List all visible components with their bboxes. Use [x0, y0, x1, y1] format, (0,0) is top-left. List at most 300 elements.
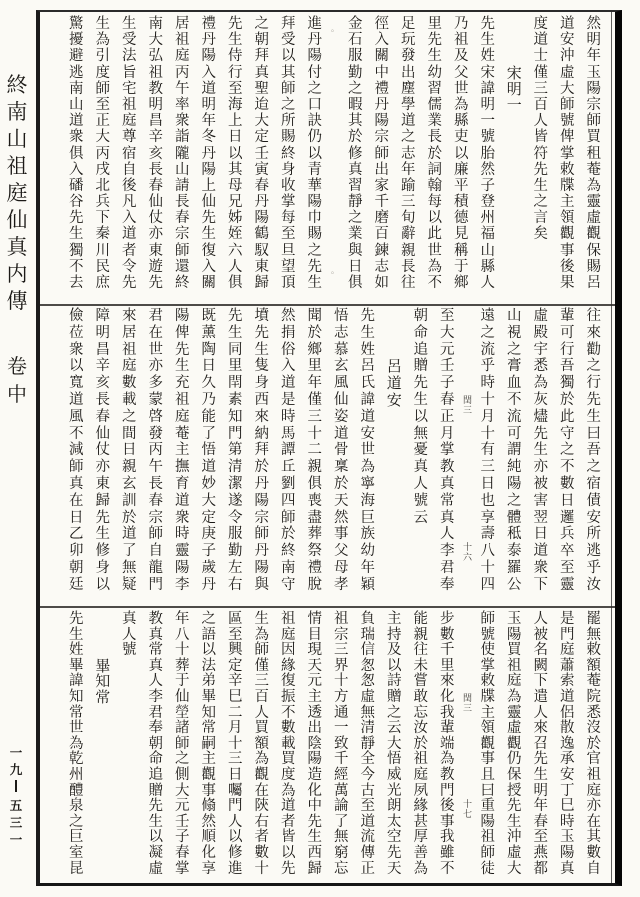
glyph: 道 — [560, 16, 575, 32]
glyph: 三 — [228, 751, 243, 768]
glyph: 歸 — [307, 860, 322, 877]
glyph: 不 — [281, 704, 296, 721]
glyph: 出 — [401, 64, 416, 81]
text-column — [554, 612, 581, 884]
glyph: 振 — [281, 688, 296, 705]
glyph: 以 — [95, 576, 110, 593]
glyph: 為 — [69, 735, 84, 752]
glyph: 奉 — [440, 576, 455, 593]
glyph: 年 — [586, 48, 601, 65]
text-column — [475, 612, 502, 884]
glyph: 九 — [9, 762, 23, 777]
glyph: 馭 — [254, 242, 269, 259]
glyph: 囑 — [228, 782, 243, 799]
glyph: 翛 — [201, 798, 216, 815]
text-column — [143, 308, 170, 604]
glyph: 夙 — [413, 782, 428, 799]
glyph: 以 — [281, 48, 296, 65]
glyph: 先 — [387, 844, 402, 861]
text-column — [222, 308, 249, 604]
glyph: 辛 — [228, 673, 243, 690]
glyph: 果 — [560, 275, 575, 291]
glyph: 廉 — [454, 161, 469, 178]
glyph: 者 — [281, 813, 296, 830]
glyph: 真 — [6, 235, 28, 259]
glyph: 侶 — [560, 704, 575, 721]
glyph: 掌 — [440, 442, 455, 459]
glyph: 六 — [462, 553, 472, 563]
glyph: 生 — [360, 324, 375, 341]
glyph: 乎 — [480, 358, 495, 375]
register-bottom — [40, 612, 611, 884]
glyph: 月 — [228, 720, 243, 737]
glyph: 葬 — [307, 526, 322, 543]
glyph: 為 — [440, 751, 455, 768]
glyph: 居 — [122, 324, 137, 341]
glyph: 奉 — [148, 720, 163, 737]
glyph: 復 — [281, 673, 296, 690]
glyph: 塋 — [175, 704, 190, 721]
glyph: 人 — [533, 113, 548, 130]
glyph: 不 — [560, 459, 575, 476]
glyph: 以 — [413, 408, 428, 425]
glyph: 持 — [387, 626, 402, 643]
glyph: 生 — [148, 813, 163, 830]
glyph: 泰 — [507, 543, 522, 560]
glyph: 蕭 — [560, 657, 575, 674]
glyph: 子 — [480, 177, 495, 194]
glyph: 矣 — [533, 226, 548, 243]
glyph: 内 — [6, 262, 28, 286]
glyph: 望 — [281, 258, 296, 275]
glyph: 生 — [307, 275, 322, 291]
glyph: 買 — [507, 642, 522, 659]
glyph: 宇 — [533, 341, 548, 358]
glyph: 索 — [560, 673, 575, 690]
glyph: 青 — [307, 161, 322, 178]
glyph: 鄉 — [307, 341, 322, 358]
glyph: 川 — [95, 242, 110, 259]
glyph: 乎 — [586, 559, 601, 576]
glyph: 師 — [69, 459, 84, 476]
glyph: 訓 — [122, 492, 137, 509]
glyph: 在 — [69, 492, 84, 509]
glyph: 兄 — [228, 194, 243, 211]
glyph: 四 — [281, 492, 296, 509]
glyph: 菴 — [586, 161, 601, 178]
glyph: 陽 — [254, 559, 269, 576]
text-column — [355, 308, 382, 604]
glyph: 歸 — [95, 492, 110, 509]
glyph: 減 — [69, 442, 84, 459]
glyph: 知 — [228, 408, 243, 425]
glyph: 現 — [307, 642, 322, 659]
glyph: 宗 — [334, 626, 349, 643]
glyph: 守 — [281, 576, 296, 593]
glyph: 鶴 — [254, 226, 269, 243]
glyph: 主 — [307, 688, 322, 705]
glyph: 今 — [360, 766, 375, 783]
glyph: 馬 — [281, 425, 296, 442]
glyph: 流 — [480, 341, 495, 358]
glyph: 明 — [201, 96, 216, 113]
glyph: 觀 — [201, 766, 216, 783]
glyph: 海 — [360, 492, 375, 509]
glyph: 於 — [122, 509, 137, 526]
glyph: 撫 — [175, 459, 190, 476]
glyph: 敢 — [413, 688, 428, 705]
glyph: 道 — [360, 813, 375, 830]
glyph: 春 — [440, 391, 455, 408]
glyph: 西 — [254, 391, 269, 408]
glyph: 生 — [254, 611, 269, 627]
glyph: 年 — [175, 611, 190, 627]
glyph: 怱 — [360, 673, 375, 690]
glyph: 入 — [281, 358, 296, 375]
glyph: 一 — [9, 745, 23, 760]
glyph: 之 — [307, 242, 322, 259]
glyph: 間 — [122, 425, 137, 442]
glyph: 教 — [148, 80, 163, 97]
glyph: 未 — [413, 657, 428, 674]
glyph: 凝 — [148, 844, 163, 861]
glyph: 終 — [281, 543, 296, 560]
glyph: 人 — [148, 673, 163, 690]
text-column — [328, 308, 355, 604]
glyph: 弟 — [201, 673, 216, 690]
glyph: 納 — [254, 425, 269, 442]
glyph: 人 — [533, 704, 548, 721]
glyph: 真 — [440, 475, 455, 492]
glyph: 日 — [533, 526, 548, 543]
glyph: 族 — [360, 526, 375, 543]
glyph: 古 — [360, 782, 375, 799]
section-header — [501, 16, 528, 300]
text-column — [196, 612, 223, 884]
glyph: 灰 — [533, 391, 548, 408]
glyph: 之 — [307, 80, 322, 97]
glyph: 庭 — [281, 626, 296, 643]
folio-number — [461, 543, 475, 563]
glyph: 長 — [175, 194, 190, 211]
glyph: 每 — [427, 194, 442, 211]
glyph: 被 — [533, 475, 548, 492]
glyph: 驚 — [69, 16, 84, 32]
glyph: 還 — [175, 258, 190, 275]
glyph: 日 — [480, 475, 495, 492]
glyph: 然 — [480, 161, 495, 178]
glyph: 穎 — [360, 576, 375, 593]
glyph: 庭 — [507, 673, 522, 690]
glyph: 祖 — [480, 829, 495, 846]
glyph: 明 — [95, 324, 110, 341]
glyph: 了 — [122, 543, 137, 560]
glyph: 庭 — [122, 113, 137, 130]
glyph: 法 — [201, 657, 216, 674]
page-number — [6, 744, 26, 848]
glyph: 之 — [507, 341, 522, 358]
glyph: 長 — [148, 161, 163, 178]
glyph: 祖 — [281, 611, 296, 627]
glyph: 清 — [360, 720, 375, 737]
glyph: 後 — [122, 177, 137, 194]
glyph: 界 — [334, 657, 349, 674]
glyph: 承 — [560, 751, 575, 768]
glyph: 時 — [480, 375, 495, 392]
glyph: 障 — [95, 308, 110, 324]
text-column — [448, 16, 475, 300]
glyph: 積 — [454, 194, 469, 211]
glyph: 師 — [281, 509, 296, 526]
glyph: 大 — [560, 80, 575, 97]
glyph: 不 — [427, 275, 442, 291]
glyph: 輩 — [560, 308, 575, 324]
glyph: 身 — [95, 559, 110, 576]
glyph: 世 — [360, 442, 375, 459]
glyph: 徑 — [374, 16, 389, 32]
glyph: 以 — [69, 358, 84, 375]
glyph: 名 — [533, 642, 548, 659]
glyph: 陽 — [374, 113, 389, 130]
glyph: 道 — [201, 80, 216, 97]
glyph: 俱 — [228, 275, 243, 291]
glyph: 且 — [480, 766, 495, 783]
text-column — [169, 308, 196, 604]
glyph: 牒 — [480, 688, 495, 705]
glyph: 壬 — [175, 813, 190, 830]
glyph: 大 — [148, 32, 163, 49]
glyph: 祖 — [122, 96, 137, 113]
glyph: 拜 — [254, 48, 269, 65]
text-column — [381, 612, 408, 884]
glyph: 丹 — [201, 32, 216, 49]
glyph: 主 — [560, 194, 575, 211]
glyph: 諱 — [360, 391, 375, 408]
glyph: 閈 — [228, 375, 243, 392]
glyph: 東 — [148, 242, 163, 259]
glyph: 谷 — [69, 194, 84, 211]
glyph: 年 — [360, 559, 375, 576]
glyph: 吾 — [586, 442, 601, 459]
glyph: 春 — [148, 492, 163, 509]
glyph: 授 — [507, 782, 522, 799]
text-column — [63, 16, 90, 300]
glyph: 巳 — [228, 688, 243, 705]
glyph: 來 — [586, 324, 601, 341]
glyph: 志 — [401, 145, 416, 162]
glyph: 為 — [427, 258, 442, 275]
glyph: 之 — [348, 80, 363, 97]
text-column — [249, 16, 276, 300]
glyph: 安 — [586, 509, 601, 526]
glyph: 在 — [586, 813, 601, 830]
glyph: 至 — [440, 308, 455, 324]
glyph: 以 — [387, 657, 402, 674]
glyph: 朝 — [69, 559, 84, 576]
glyph: 左 — [228, 559, 243, 576]
glyph: 觀 — [560, 226, 575, 243]
fold-speck — [328, 24, 342, 34]
glyph: 與 — [348, 242, 363, 259]
glyph: 知 — [69, 688, 84, 705]
glyph: 乙 — [69, 526, 84, 543]
glyph: 三 — [254, 673, 269, 690]
glyph: 朝 — [254, 32, 269, 49]
glyph: 壬 — [254, 145, 269, 162]
glyph: 道 — [122, 226, 137, 243]
text-column — [222, 16, 249, 300]
glyph: 玩 — [401, 32, 416, 49]
glyph: 隴 — [175, 145, 190, 162]
glyph: 道 — [560, 688, 575, 705]
glyph: 明 — [586, 32, 601, 49]
glyph: 教 — [148, 611, 163, 627]
glyph: 透 — [307, 704, 322, 721]
glyph: 先 — [228, 308, 243, 324]
glyph: 稟 — [334, 459, 349, 476]
glyph: 衆 — [69, 341, 84, 358]
glyph: 生 — [69, 226, 84, 243]
glyph: 盡 — [307, 509, 322, 526]
glyph: 贈 — [148, 782, 163, 799]
margin-book-title — [4, 72, 30, 315]
glyph: 宗 — [148, 509, 163, 526]
glyph: 之 — [586, 459, 601, 476]
glyph: 長 — [148, 475, 163, 492]
glyph: 債 — [586, 492, 601, 509]
glyph: 尊 — [122, 129, 137, 146]
glyph: 陶 — [201, 341, 216, 358]
glyph: 純 — [507, 459, 522, 476]
glyph: 亦 — [586, 798, 601, 815]
glyph: 先 — [148, 798, 163, 815]
glyph: 是 — [560, 611, 575, 627]
glyph: 知 — [95, 672, 111, 691]
glyph: 沖 — [560, 48, 575, 65]
glyph: 百 — [254, 688, 269, 705]
glyph: 丙 — [148, 442, 163, 459]
glyph: 祖 — [507, 657, 522, 674]
glyph: 幼 — [427, 64, 442, 81]
glyph: 生 — [95, 526, 110, 543]
glyph: 先 — [69, 210, 84, 227]
glyph: 子 — [201, 543, 216, 560]
glyph: 東 — [254, 258, 269, 275]
glyph: 俾 — [175, 324, 190, 341]
glyph: 終 — [281, 145, 296, 162]
glyph: 以 — [148, 829, 163, 846]
glyph: 亦 — [533, 459, 548, 476]
text-column — [434, 308, 461, 604]
glyph: 菴 — [586, 673, 601, 690]
glyph: 然 — [201, 813, 216, 830]
glyph: 十 — [480, 425, 495, 442]
glyph: 光 — [387, 782, 402, 799]
glyph: 旦 — [281, 242, 296, 259]
glyph: 一 — [9, 832, 23, 847]
glyph: 時 — [281, 408, 296, 425]
glyph: 正 — [440, 408, 455, 425]
glyph: 下 — [533, 673, 548, 690]
glyph: 師 — [254, 526, 269, 543]
glyph: 人 — [122, 626, 137, 643]
glyph: 載 — [281, 735, 296, 752]
glyph: 道 — [69, 391, 84, 408]
glyph: 都 — [533, 860, 548, 877]
glyph: 先 — [533, 751, 548, 768]
glyph: 於 — [254, 459, 269, 476]
glyph: 觀 — [507, 735, 522, 752]
glyph: 拜 — [281, 16, 296, 32]
glyph: 之 — [387, 704, 402, 721]
glyph: 業 — [427, 113, 442, 130]
glyph: 往 — [401, 275, 416, 291]
glyph: 去 — [69, 275, 84, 291]
glyph: 主 — [175, 442, 190, 459]
glyph: 仙 — [148, 194, 163, 211]
text-column — [222, 612, 249, 884]
glyph: 辛 — [95, 358, 110, 375]
glyph: 論 — [334, 798, 349, 815]
glyph: 道 — [281, 798, 296, 815]
glyph: 門 — [440, 782, 455, 799]
glyph: 至 — [533, 829, 548, 846]
glyph: 嗣 — [201, 735, 216, 752]
glyph: 常 — [69, 704, 84, 721]
glyph: 真 — [560, 860, 575, 877]
header-indent — [90, 612, 117, 659]
glyph: 親 — [122, 459, 137, 476]
glyph: 家 — [374, 177, 389, 194]
glyph: 陽 — [307, 751, 322, 768]
glyph: 生 — [507, 813, 522, 830]
glyph: 言 — [533, 210, 548, 227]
glyph: 命 — [413, 324, 428, 341]
text-column — [275, 308, 302, 604]
glyph: 上 — [201, 177, 216, 194]
glyph: 載 — [122, 391, 137, 408]
glyph: 者 — [254, 829, 269, 846]
glyph: 李 — [440, 543, 455, 560]
glyph: 復 — [201, 242, 216, 259]
glyph: 虛 — [586, 210, 601, 227]
glyph: 師 — [175, 735, 190, 752]
glyph: 享 — [480, 509, 495, 526]
glyph: 八 — [480, 543, 495, 560]
text-column — [63, 612, 90, 884]
glyph: 常 — [201, 720, 216, 737]
glyph: 宗 — [254, 509, 269, 526]
glyph: 悉 — [533, 358, 548, 375]
glyph: 姓 — [69, 642, 84, 659]
glyph: 視 — [507, 324, 522, 341]
text-frame — [36, 10, 622, 886]
glyph: 母 — [334, 559, 349, 576]
glyph: 虛 — [507, 844, 522, 861]
glyph: 主 — [201, 751, 216, 768]
glyph: 二 — [307, 442, 322, 459]
glyph: 三 — [401, 194, 416, 211]
glyph: 領 — [480, 720, 495, 737]
glyph: 巨 — [360, 509, 375, 526]
glyph: 在 — [148, 324, 163, 341]
glyph: 血 — [507, 375, 522, 392]
glyph: 第 — [228, 442, 243, 459]
glyph: 親 — [307, 459, 322, 476]
register-middle — [40, 308, 611, 604]
glyph: 諸 — [175, 720, 190, 737]
glyph: 之 — [175, 751, 190, 768]
